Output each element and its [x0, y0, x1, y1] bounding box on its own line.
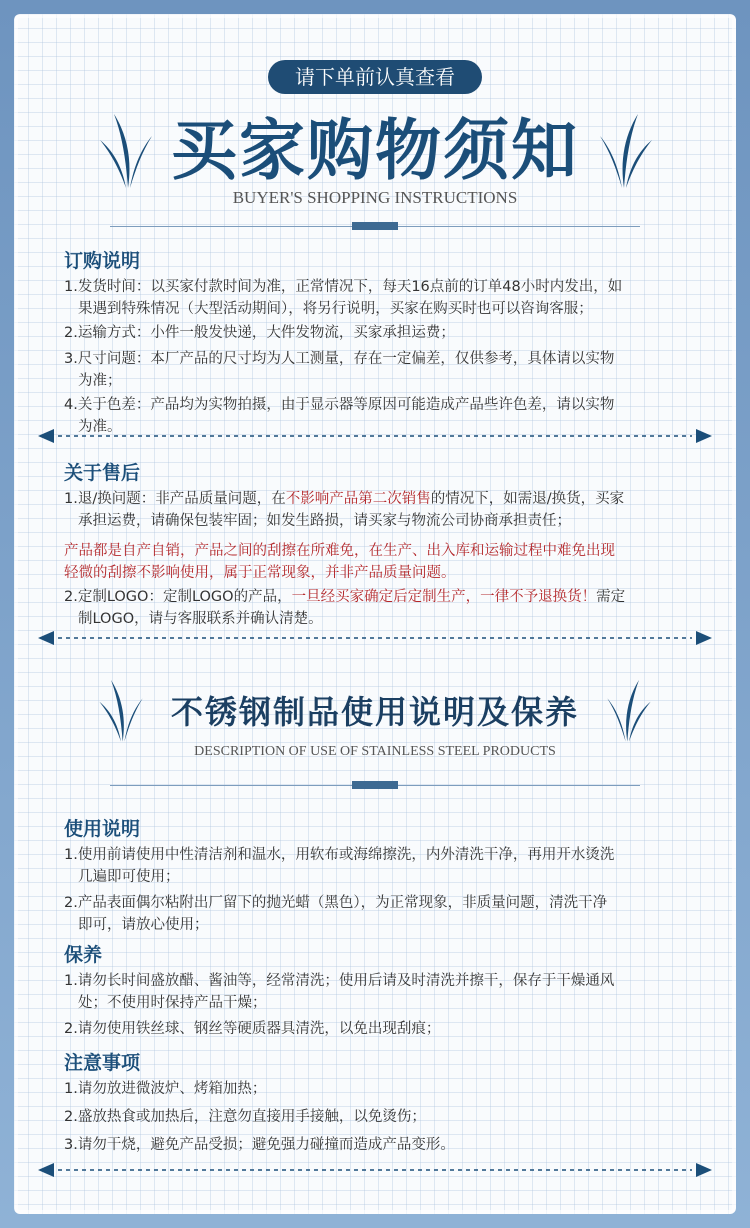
aftersale-item-return: 1.退/换问题：非产品质量问题，在不影响产品第二次销售的情况下，如需退/换货，买家 承担运费，请确保包装牢固；如发生路损，请买家与物流公司协商承担责任； [64, 491, 625, 529]
left-grass-icon [96, 110, 156, 190]
list-item: 2.请勿使用铁丝球、钢丝等硬质器具清洗，以免出现刮痕； [64, 1021, 441, 1037]
care-list [64, 970, 694, 1040]
left-grass-icon [96, 676, 146, 744]
list-item: 2.产品表面偶尔粘附出厂留下的抛光蜡（黑色），为正常现象，非质量问题，清洗干净 即可，请放心使用； [64, 895, 608, 933]
divider-bar [352, 781, 398, 789]
aftersale-notice: 产品都是自产自销，产品之间的刮擦在所难免，在生产、出入库和运输过程中难免出现 轻微的刮擦不影响使用，属于正常现象，并非产品质量问题。 [64, 543, 615, 581]
list-item: 4.关于色差：产品均为实物拍摄，由于显示器等原因可能造成产品些许色差，请以实物 为准。 [64, 397, 615, 435]
aftersale-item-logo: 2.定制LOGO：定制LOGO的产品，一旦经买家确定后定制生产，一律不予退换货！需定 制LOGO，请与客服联系并确认清楚。 [64, 589, 626, 627]
section-subtitle-stainless: DESCRIPTION OF USE OF STAINLESS STEEL PRODUCTS [194, 744, 556, 759]
caution-list [64, 1078, 694, 1156]
page-subtitle: BUYER'S SHOPPING INSTRUCTIONS [232, 188, 518, 207]
section-heading-order: 订购说明 [64, 250, 141, 272]
page-title: 买家购物须知 [171, 112, 579, 189]
list-item: 3.请勿干烧，避免产品受损；避免强力碰撞而造成产品变形。 [64, 1137, 455, 1153]
list-item: 3.尺寸问题：本厂产品的尺寸均为人工测量，存在一定偏差，仅供参考，具体请以实物 为准； [64, 351, 615, 389]
right-grass-icon [604, 676, 654, 744]
section-heading-aftersale: 关于售后 [64, 462, 141, 484]
list-item: 1.发货时间：以买家付款时间为准，正常情况下，每天16点前的订单48小时内发出，如 果遇到特殊情况（大型活动期间），将另行说明，买家在购买时也可以咨询客服； [64, 279, 623, 317]
section-heading-usage: 使用说明 [64, 818, 141, 840]
section-title-stainless: 不锈钢制品使用说明及保养 [170, 693, 579, 731]
arrow-divider [38, 631, 712, 645]
section-heading-caution: 注意事项 [64, 1052, 141, 1074]
arrow-divider [38, 429, 712, 443]
list-item: 1.请勿长时间盛放醋、酱油等，经常清洗；使用后请及时清洗并擦干，保存于干燥通风 处；不使用时保持产品干燥； [64, 973, 615, 1011]
order-list [64, 276, 694, 438]
section-heading-care: 保养 [64, 944, 103, 966]
list-item: 2.运输方式：小件一般发快递，大件发物流，买家承担运费； [64, 325, 455, 341]
list-item: 2.盛放热食或加热后，注意勿直接用手接触，以免烫伤； [64, 1109, 426, 1125]
usage-list [64, 844, 694, 936]
notice-pill: 请下单前认真查看 [268, 60, 482, 94]
right-grass-icon [596, 110, 656, 190]
list-item: 1.请勿放进微波炉、烤箱加热； [64, 1081, 267, 1097]
list-item: 1.使用前请使用中性清洁剂和温水，用软布或海绵擦洗，内外清洗干净，再用开水烫洗 几遍即可使用； [64, 847, 615, 885]
arrow-divider [38, 1163, 712, 1177]
divider-bar [352, 222, 398, 230]
